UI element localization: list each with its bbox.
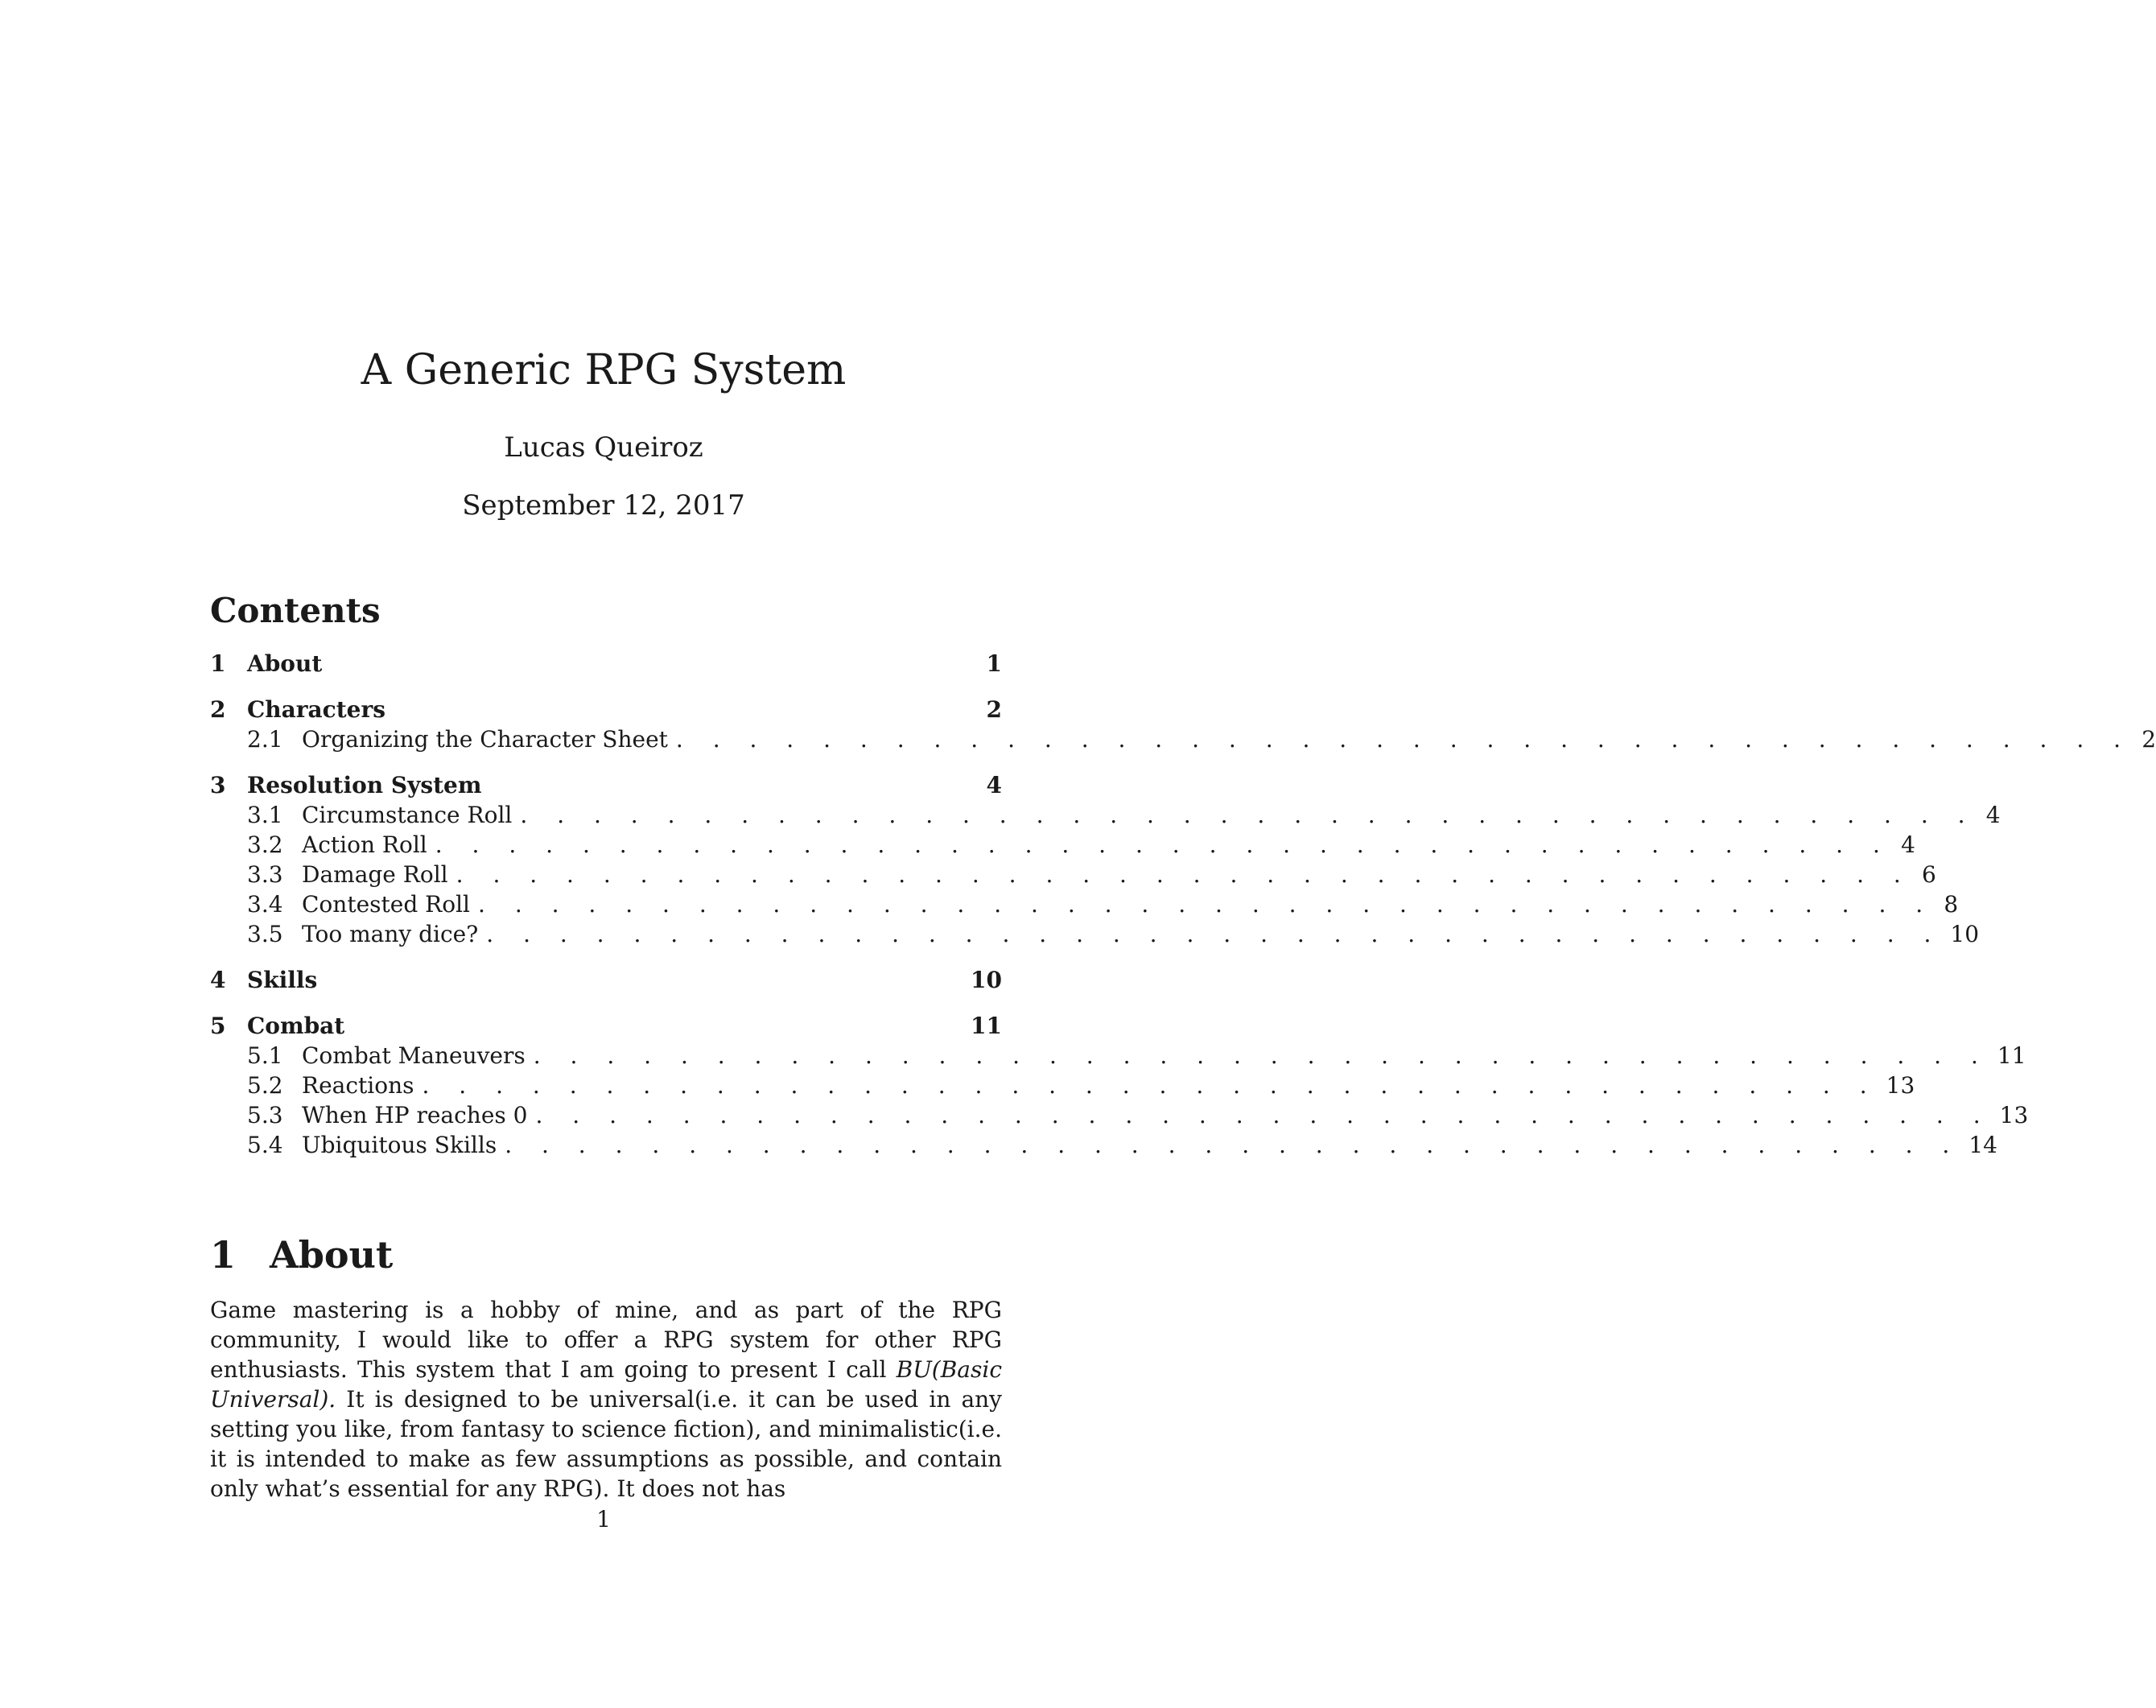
toc-group xyxy=(210,965,1002,995)
toc-subsection-label: Combat Maneuvers xyxy=(302,1042,526,1069)
toc-dot-leader: . . . . . . . . . . . . . . . . . . . . . . . . . . . . . . . . . . . . . . . . xyxy=(520,802,1977,828)
toc-section-entry[interactable] xyxy=(210,1011,1002,1041)
toc-section-entry[interactable] xyxy=(210,649,1002,679)
toc-section-page: 4 xyxy=(986,772,1002,798)
toc-section-label: Skills xyxy=(247,967,318,993)
toc-subsection-page: 13 xyxy=(1886,1072,1915,1099)
toc-group xyxy=(210,1011,2029,1160)
toc-subsection-page: 4 xyxy=(1901,831,1915,858)
table-of-contents xyxy=(210,649,2156,1176)
toc-subsection-entry[interactable] xyxy=(210,1041,2026,1071)
toc-dot-leader: . . . . . . . . . . . . . . . . . . . . . . . . . . . . . . . . . . . . . . . . xyxy=(675,726,2133,753)
toc-subsection-page: 14 xyxy=(1968,1132,1997,1158)
toc-dot-leader: . . . . . . . . . . . . . . . . . . . . . . . . . . . . . . . . . . . . . . . . xyxy=(486,921,1943,947)
toc-subsection-label: Ubiquitous Skills xyxy=(302,1132,497,1158)
toc-section-label: Characters xyxy=(247,696,385,723)
toc-subsection-number: 2.1 xyxy=(247,726,283,753)
toc-section-page: 10 xyxy=(971,967,1002,993)
toc-group xyxy=(210,649,1002,679)
paragraph-text: It is designed to be universal(i.e. it can be used in any setting you like, from fantasy to science fiction), and minimalistic(i.e. it is intended to make as few assumptions as possible, and contain only what’s essential for any RPG). It does not has xyxy=(210,1386,1002,1502)
toc-subsection-label: When HP reaches 0 xyxy=(302,1102,528,1128)
document-date: September 12, 2017 xyxy=(462,489,745,522)
toc-dot-leader: . . . . . . . . . . . . . . . . . . . . . . . . . . . . . . . . . . . . . . . . xyxy=(535,1102,1992,1128)
toc-section-page: 2 xyxy=(986,696,1002,723)
document-author: Lucas Queiroz xyxy=(504,431,703,464)
toc-section-number: 2 xyxy=(210,696,226,723)
toc-subsection-label: Contested Roll xyxy=(302,891,471,918)
toc-section-label: About xyxy=(247,650,323,677)
toc-subsection-entry[interactable] xyxy=(210,724,2156,754)
toc-dot-leader: . . . . . . . . . . . . . . . . . . . . . . . . . . . . . . . . . . . . . . . . xyxy=(505,1132,1961,1158)
document-title: A Generic RPG System xyxy=(361,346,847,394)
section-number: 1 xyxy=(210,1233,237,1277)
toc-subsection-page: 13 xyxy=(1999,1102,2029,1128)
toc-section-entry[interactable] xyxy=(210,695,1002,724)
toc-section-number: 5 xyxy=(210,1013,226,1039)
toc-section-number: 1 xyxy=(210,650,226,677)
toc-subsection-number: 5.2 xyxy=(247,1072,283,1099)
section-title: About xyxy=(270,1233,394,1277)
toc-subsection-label: Organizing the Character Sheet xyxy=(302,726,668,753)
toc-subsection-page: 2 xyxy=(2142,726,2156,753)
toc-subsection-page: 8 xyxy=(1944,891,1959,918)
toc-subsection-number: 5.4 xyxy=(247,1132,283,1158)
toc-subsection-number: 3.5 xyxy=(247,921,283,947)
toc-subsection-number: 3.1 xyxy=(247,802,283,828)
toc-subsection-entry[interactable] xyxy=(210,889,1959,919)
toc-subsection-label: Damage Roll xyxy=(302,861,448,888)
paragraph-italic-text: BU(Basic Universal). xyxy=(210,1356,1002,1413)
page-number: 1 xyxy=(596,1506,611,1533)
toc-section-label: Resolution System xyxy=(247,772,482,798)
toc-section-label: Combat xyxy=(247,1013,345,1039)
toc-subsection-number: 3.4 xyxy=(247,891,283,918)
toc-section-page: 1 xyxy=(986,650,1002,677)
toc-subsection-number: 3.3 xyxy=(247,861,283,888)
toc-dot-leader: . . . . . . . . . . . . . . . . . . . . . . . . . . . . . . . . . . . . . . . . xyxy=(435,831,1891,858)
toc-subsection-entry[interactable] xyxy=(210,1100,2029,1130)
toc-dot-leader: . . . . . . . . . . . . . . . . . . . . . . . . . . . . . . . . . . . . . . . . xyxy=(456,861,1912,888)
toc-subsection-number: 5.1 xyxy=(247,1042,283,1069)
toc-subsection-page: 10 xyxy=(1950,921,1980,947)
toc-subsection-page: 6 xyxy=(1921,861,1936,888)
toc-group xyxy=(210,695,2156,754)
toc-subsection-entry[interactable] xyxy=(210,919,1980,949)
toc-group xyxy=(210,770,2001,949)
toc-section-entry[interactable] xyxy=(210,770,1002,800)
toc-subsection-label: Too many dice? xyxy=(302,921,479,947)
toc-section-number: 4 xyxy=(210,967,226,993)
toc-subsection-number: 3.2 xyxy=(247,831,283,858)
contents-heading: Contents xyxy=(210,591,381,630)
toc-dot-leader: . . . . . . . . . . . . . . . . . . . . . . . . . . . . . . . . . . . . . . . . xyxy=(533,1042,1989,1069)
toc-section-entry[interactable] xyxy=(210,965,1002,995)
section-heading-about xyxy=(210,1231,393,1278)
toc-subsection-entry[interactable] xyxy=(210,800,2001,830)
toc-dot-leader: . . . . . . . . . . . . . . . . . . . . . . . . . . . . . . . . . . . . . . . . xyxy=(478,891,1935,918)
toc-subsection-number: 5.3 xyxy=(247,1102,283,1128)
toc-subsection-page: 4 xyxy=(1985,802,2001,828)
toc-subsection-page: 11 xyxy=(1997,1042,2026,1069)
paragraph-text: Game mastering is a hobby of mine, and as part of the RPG community, I would like to offer a RPG system for other RPG enthusiasts. This system that I am going to present I call xyxy=(210,1297,1002,1383)
toc-subsection-entry[interactable] xyxy=(210,1071,1915,1100)
toc-subsection-entry[interactable] xyxy=(210,830,1915,860)
toc-subsection-label: Action Roll xyxy=(302,831,427,858)
toc-subsection-entry[interactable] xyxy=(210,860,1936,889)
toc-section-page: 11 xyxy=(971,1013,1002,1039)
toc-subsection-label: Reactions xyxy=(302,1072,414,1099)
toc-section-number: 3 xyxy=(210,772,226,798)
toc-dot-leader: . . . . . . . . . . . . . . . . . . . . . . . . . . . . . . . . . . . . . . . . xyxy=(422,1072,1878,1099)
body-paragraph xyxy=(210,1295,1002,1504)
toc-subsection-label: Circumstance Roll xyxy=(302,802,513,828)
toc-subsection-entry[interactable] xyxy=(210,1130,1997,1160)
